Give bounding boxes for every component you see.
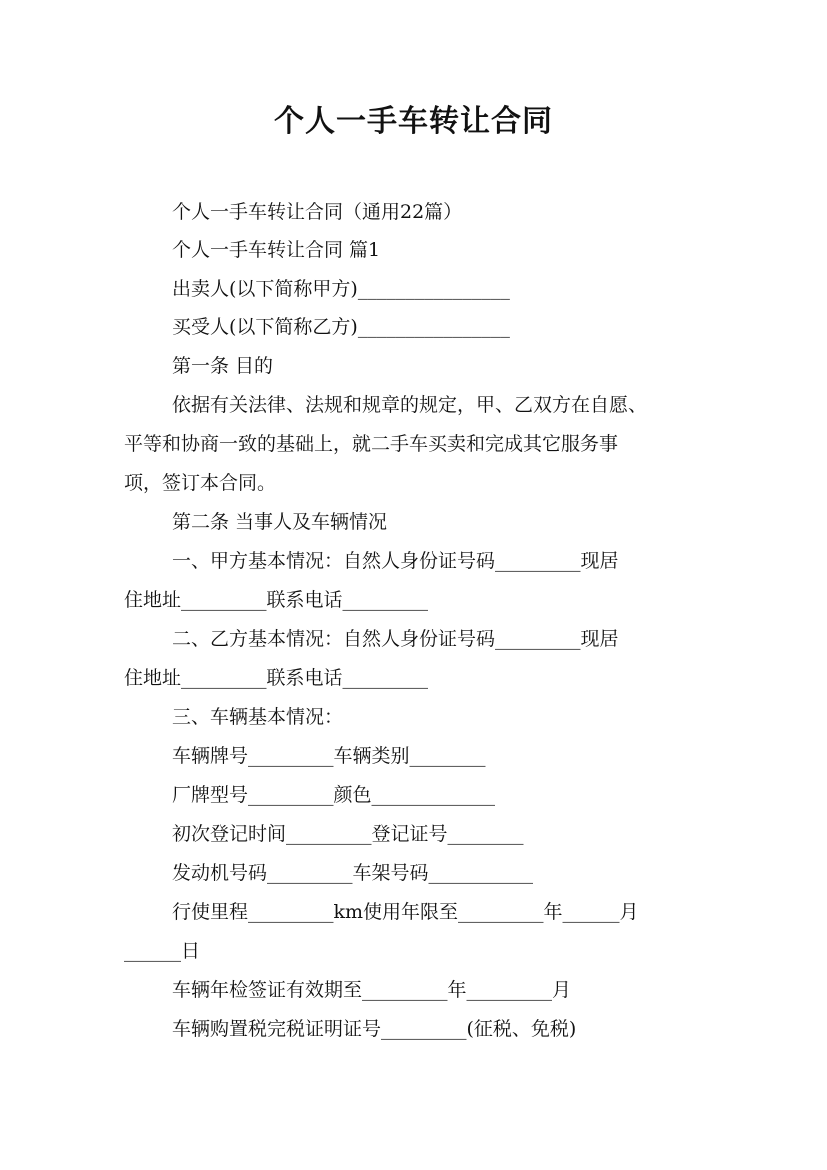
party-a-info-line: 一、甲方基本情况：自然人身份证号码_________现居: [172, 550, 619, 572]
paragraph-line: 项，签订本合同。: [124, 472, 277, 494]
brand-model-line: 厂牌型号_________颜色_____________: [172, 784, 496, 806]
party-a-address-line: 住地址_________联系电话_________: [124, 589, 429, 611]
mileage-day-line: ______日: [124, 940, 201, 962]
article-1-heading: 第一条 目的: [172, 355, 274, 377]
party-b-address-line: 住地址_________联系电话_________: [124, 667, 429, 689]
paragraph-line: 依据有关法律、法规和规章的规定，甲、乙双方在自愿、: [172, 394, 648, 416]
mileage-line: 行使里程_________km使用年限至_________年______月: [172, 901, 639, 923]
buyer-line: 买受人(以下简称乙方)________________: [172, 316, 510, 338]
registration-line: 初次登记时间_________登记证号________: [172, 823, 524, 845]
inspection-validity-line: 车辆年检签证有效期至_________年_________月: [172, 979, 572, 1001]
engine-number-line: 发动机号码_________车架号码___________: [172, 862, 534, 884]
party-b-info-line: 二、乙方基本情况：自然人身份证号码_________现居: [172, 628, 619, 650]
section-heading-part1: 个人一手车转让合同 篇1: [172, 239, 381, 261]
plate-number-line: 车辆牌号_________车辆类别________: [172, 745, 486, 767]
document-subtitle: 个人一手车转让合同（通用22篇）: [172, 201, 463, 223]
purchase-tax-line: 车辆购置税完税证明证号_________(征税、免税): [172, 1018, 577, 1040]
paragraph-line: 平等和协商一致的基础上，就二手车买卖和完成其它服务事: [124, 433, 619, 455]
vehicle-info-heading: 三、车辆基本情况：: [172, 706, 344, 728]
seller-line: 出卖人(以下简称甲方)________________: [172, 278, 510, 300]
article-2-heading: 第二条 当事人及车辆情况: [172, 511, 388, 533]
document-title: 个人一手车转让合同: [274, 104, 553, 139]
